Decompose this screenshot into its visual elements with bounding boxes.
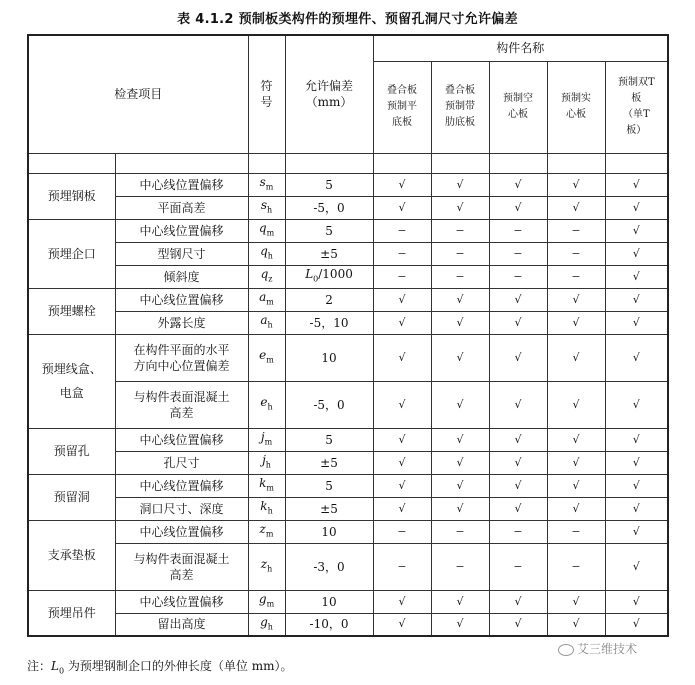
check-mark-cell: √ bbox=[547, 613, 605, 636]
tolerance-cell bbox=[285, 265, 373, 288]
spacer-cell bbox=[547, 153, 605, 173]
group-name-line: 预留孔 bbox=[53, 444, 90, 458]
tolerance-cell: 10 bbox=[285, 520, 373, 543]
symbol-letter: g bbox=[258, 591, 267, 606]
tolerance-table bbox=[27, 34, 669, 637]
symbol-subscript: h bbox=[267, 205, 273, 215]
check-mark-cell: √ bbox=[605, 265, 668, 288]
check-item-cell bbox=[115, 311, 248, 334]
note-var-subscript: 0 bbox=[58, 666, 65, 676]
symbol-cell bbox=[248, 334, 285, 381]
check-item-cell bbox=[115, 288, 248, 311]
symbol-letter: s bbox=[259, 174, 266, 189]
dash-cell: − bbox=[547, 543, 605, 590]
symbol-subscript: h bbox=[267, 621, 273, 631]
check-mark-cell: √ bbox=[373, 474, 431, 497]
header-component-col bbox=[373, 61, 431, 153]
spacer-cell bbox=[115, 153, 248, 173]
table-caption: 表 4.1.2 预制板类构件的预埋件、预留孔洞尺寸允许偏差 bbox=[177, 12, 518, 27]
table-row bbox=[28, 520, 668, 543]
spacer-cell bbox=[431, 153, 489, 173]
check-mark-cell: √ bbox=[373, 311, 431, 334]
symbol-letter: e bbox=[260, 394, 268, 409]
check-mark-cell: √ bbox=[547, 288, 605, 311]
symbol-letter: s bbox=[260, 197, 268, 212]
symbol-subscript: m bbox=[264, 437, 273, 447]
dash-cell: − bbox=[547, 242, 605, 265]
table-row bbox=[28, 474, 668, 497]
tolerance-cell: ±5 bbox=[285, 242, 373, 265]
tolerance-cell: 5 bbox=[285, 428, 373, 451]
check-mark-cell: √ bbox=[489, 613, 547, 636]
header-component-col-line: 叠合板 bbox=[387, 85, 418, 96]
header-component-col-line: 预制带 bbox=[445, 101, 476, 112]
symbol-letter: g bbox=[260, 614, 268, 629]
symbol-cell bbox=[248, 590, 285, 613]
check-mark-cell: √ bbox=[431, 334, 489, 381]
check-item-line: 中心线位置偏移 bbox=[139, 223, 224, 238]
symbol-cell bbox=[248, 219, 285, 242]
header-tolerance-line2: （mm） bbox=[305, 95, 353, 110]
watermark-text: 艾三维技术 bbox=[577, 642, 638, 656]
check-item-cell bbox=[115, 474, 248, 497]
check-item-line: 中心线位置偏移 bbox=[139, 478, 224, 493]
check-mark-cell: √ bbox=[373, 590, 431, 613]
tolerance-cell: -10，0 bbox=[285, 613, 373, 636]
group-name-cell bbox=[28, 474, 115, 520]
symbol-cell bbox=[248, 520, 285, 543]
check-item-cell bbox=[115, 265, 248, 288]
tolerance-cell: -5，0 bbox=[285, 196, 373, 219]
table-row bbox=[28, 497, 668, 520]
symbol-cell bbox=[248, 242, 285, 265]
table-row bbox=[28, 242, 668, 265]
check-item-line: 型钢尺寸 bbox=[157, 246, 206, 261]
check-mark-cell: √ bbox=[547, 428, 605, 451]
check-item-line: 中心线位置偏移 bbox=[139, 524, 224, 539]
dash-cell: − bbox=[431, 242, 489, 265]
check-item-cell bbox=[115, 242, 248, 265]
group-name-line: 预埋螺栓 bbox=[47, 304, 96, 318]
group-name-cell bbox=[28, 334, 115, 428]
check-mark-cell: √ bbox=[489, 428, 547, 451]
check-mark-cell: √ bbox=[605, 520, 668, 543]
table-row bbox=[28, 451, 668, 474]
dash-cell: − bbox=[431, 520, 489, 543]
check-item-line: 与构件表面混凝土 bbox=[133, 389, 230, 404]
check-mark-cell: √ bbox=[489, 451, 547, 474]
spacer-cell bbox=[28, 153, 115, 173]
header-symbol-char: 符 bbox=[260, 79, 273, 94]
check-mark-cell: √ bbox=[431, 311, 489, 334]
symbol-cell bbox=[248, 543, 285, 590]
group-name-cell bbox=[28, 590, 115, 636]
symbol-letter: j bbox=[262, 452, 266, 467]
check-mark-cell: √ bbox=[431, 173, 489, 196]
check-mark-cell: √ bbox=[605, 474, 668, 497]
header-component-col-line: 肋底板 bbox=[445, 117, 476, 128]
symbol-cell bbox=[248, 381, 285, 428]
check-item-cell bbox=[115, 543, 248, 590]
check-mark-cell: √ bbox=[605, 381, 668, 428]
symbol-subscript: h bbox=[267, 564, 273, 574]
symbol-subscript: h bbox=[267, 506, 273, 516]
symbol-letter: k bbox=[260, 498, 268, 513]
check-mark-cell: √ bbox=[373, 334, 431, 381]
check-mark-cell: √ bbox=[373, 173, 431, 196]
symbol-cell bbox=[248, 497, 285, 520]
check-mark-cell: √ bbox=[605, 451, 668, 474]
check-mark-cell: √ bbox=[605, 543, 668, 590]
tolerance-rest: /1000 bbox=[318, 266, 353, 281]
table-row bbox=[28, 265, 668, 288]
check-mark-cell: √ bbox=[431, 196, 489, 219]
symbol-subscript: h bbox=[267, 320, 273, 330]
symbol-letter: q bbox=[258, 220, 267, 235]
note-rest: 为预埋钢制企口的外伸长度（单位 mm）。 bbox=[64, 659, 293, 673]
symbol-letter: a bbox=[260, 312, 268, 327]
check-mark-cell: √ bbox=[547, 497, 605, 520]
dash-cell: − bbox=[489, 265, 547, 288]
check-mark-cell: √ bbox=[373, 451, 431, 474]
header-component-col bbox=[605, 61, 668, 153]
check-mark-cell: √ bbox=[547, 311, 605, 334]
header-component-col-line: 预制空 bbox=[503, 93, 534, 104]
dash-cell: − bbox=[431, 219, 489, 242]
symbol-cell bbox=[248, 311, 285, 334]
group-name-line: 预埋钢板 bbox=[47, 189, 96, 203]
check-mark-cell: √ bbox=[489, 288, 547, 311]
check-mark-cell: √ bbox=[605, 219, 668, 242]
header-symbol-char: 号 bbox=[260, 95, 273, 110]
check-mark-cell: √ bbox=[605, 196, 668, 219]
dash-cell: − bbox=[373, 520, 431, 543]
symbol-subscript: h bbox=[267, 402, 273, 412]
check-item-cell bbox=[115, 613, 248, 636]
tolerance-cell: 2 bbox=[285, 288, 373, 311]
symbol-cell bbox=[248, 265, 285, 288]
symbol-subscript: h bbox=[267, 251, 273, 261]
table-row bbox=[28, 173, 668, 196]
symbol-subscript: h bbox=[265, 460, 271, 470]
group-name-line: 预埋吊件 bbox=[47, 605, 96, 620]
check-mark-cell: √ bbox=[605, 497, 668, 520]
header-component-col-line: 底板 bbox=[392, 117, 413, 128]
table-row bbox=[28, 311, 668, 334]
table-row bbox=[28, 288, 668, 311]
tolerance-cell: 5 bbox=[285, 219, 373, 242]
check-item-cell bbox=[115, 520, 248, 543]
tolerance-cell: 5 bbox=[285, 474, 373, 497]
check-mark-cell: √ bbox=[431, 451, 489, 474]
check-mark-cell: √ bbox=[547, 590, 605, 613]
check-mark-cell: √ bbox=[489, 173, 547, 196]
check-mark-cell: √ bbox=[547, 381, 605, 428]
symbol-subscript: z bbox=[268, 274, 273, 284]
check-mark-cell: √ bbox=[605, 428, 668, 451]
check-mark-cell: √ bbox=[489, 590, 547, 613]
group-name-line: 预埋线盒、 bbox=[41, 362, 102, 376]
dash-cell: − bbox=[373, 219, 431, 242]
check-mark-cell: √ bbox=[605, 311, 668, 334]
check-item-cell bbox=[115, 428, 248, 451]
dash-cell: − bbox=[373, 543, 431, 590]
header-component-col-line: 心板 bbox=[508, 109, 529, 120]
watermark bbox=[558, 640, 637, 657]
header-component-col-line: 板 bbox=[631, 93, 642, 104]
check-mark-cell: √ bbox=[431, 613, 489, 636]
symbol-cell bbox=[248, 451, 285, 474]
spacer-cell bbox=[605, 153, 668, 173]
check-mark-cell: √ bbox=[547, 173, 605, 196]
symbol-letter: q bbox=[260, 243, 268, 258]
table-note bbox=[27, 657, 292, 675]
group-name-cell bbox=[28, 173, 115, 219]
check-mark-cell: √ bbox=[431, 428, 489, 451]
check-mark-cell: √ bbox=[373, 196, 431, 219]
symbol-letter: q bbox=[260, 266, 269, 281]
check-mark-cell: √ bbox=[605, 288, 668, 311]
table-row bbox=[28, 219, 668, 242]
check-mark-cell: √ bbox=[489, 381, 547, 428]
check-mark-cell: √ bbox=[431, 474, 489, 497]
dash-cell: − bbox=[489, 520, 547, 543]
check-mark-cell: √ bbox=[373, 381, 431, 428]
check-item-line: 方向中心位置偏差 bbox=[133, 358, 230, 373]
group-name-line: 电盒 bbox=[59, 386, 84, 400]
note-var: L bbox=[51, 659, 59, 673]
check-item-line: 与构件表面混凝土 bbox=[133, 551, 230, 566]
symbol-letter: e bbox=[259, 347, 267, 362]
header-component-col-line: 板） bbox=[626, 125, 647, 136]
symbol-cell bbox=[248, 173, 285, 196]
symbol-cell bbox=[248, 474, 285, 497]
check-mark-cell: √ bbox=[373, 428, 431, 451]
table-row bbox=[28, 196, 668, 219]
header-component-col-line: （单T bbox=[622, 109, 650, 120]
symbol-cell bbox=[248, 288, 285, 311]
spacer-cell bbox=[489, 153, 547, 173]
symbol-subscript: m bbox=[266, 599, 275, 609]
spacer-cell bbox=[373, 153, 431, 173]
note-prefix: 注： bbox=[27, 659, 52, 673]
dash-cell: − bbox=[489, 543, 547, 590]
table-row bbox=[28, 334, 668, 381]
check-item-line: 中心线位置偏移 bbox=[139, 292, 224, 307]
group-name-line: 预埋企口 bbox=[47, 246, 96, 261]
check-item-cell bbox=[115, 497, 248, 520]
header-component-col-line: 预制平 bbox=[387, 101, 418, 112]
check-item-cell bbox=[115, 173, 248, 196]
check-item-line: 高差 bbox=[169, 405, 194, 420]
header-tolerance bbox=[285, 35, 373, 153]
header-component-col bbox=[547, 61, 605, 153]
check-item-line: 倾斜度 bbox=[163, 269, 200, 284]
wechat-icon bbox=[558, 644, 574, 656]
check-mark-cell: √ bbox=[489, 474, 547, 497]
check-mark-cell: √ bbox=[431, 590, 489, 613]
dash-cell: − bbox=[547, 219, 605, 242]
header-component-col-line: 叠合板 bbox=[445, 85, 476, 96]
symbol-subscript: m bbox=[266, 228, 275, 238]
check-item-line: 高差 bbox=[169, 567, 194, 582]
check-mark-cell: √ bbox=[605, 173, 668, 196]
symbol-letter: z bbox=[260, 556, 268, 571]
check-mark-cell: √ bbox=[605, 590, 668, 613]
header-component-name: 构件名称 bbox=[373, 35, 668, 61]
dash-cell: − bbox=[547, 520, 605, 543]
check-mark-cell: √ bbox=[431, 381, 489, 428]
check-item-line: 洞口尺寸、深度 bbox=[139, 501, 224, 516]
symbol-cell bbox=[248, 428, 285, 451]
check-mark-cell: √ bbox=[489, 334, 547, 381]
tolerance-cell: 10 bbox=[285, 590, 373, 613]
check-item-line: 中心线位置偏移 bbox=[139, 594, 224, 609]
symbol-subscript: m bbox=[265, 182, 274, 192]
check-item-line: 中心线位置偏移 bbox=[139, 432, 224, 447]
table-row bbox=[28, 428, 668, 451]
table-row bbox=[28, 381, 668, 428]
group-name-cell bbox=[28, 428, 115, 474]
check-item-line: 中心线位置偏移 bbox=[139, 177, 224, 192]
group-name-cell bbox=[28, 219, 115, 288]
check-item-line: 孔尺寸 bbox=[163, 455, 200, 470]
check-mark-cell: √ bbox=[373, 288, 431, 311]
header-inspection-item: 检查项目 bbox=[28, 35, 248, 153]
dash-cell: − bbox=[373, 242, 431, 265]
group-name-line: 预留洞 bbox=[53, 490, 90, 504]
table-row bbox=[28, 613, 668, 636]
header-component-col bbox=[431, 61, 489, 153]
check-item-line: 外露长度 bbox=[157, 315, 206, 330]
dash-cell: − bbox=[373, 265, 431, 288]
header-component-col-line: 心板 bbox=[566, 109, 587, 120]
check-mark-cell: √ bbox=[547, 451, 605, 474]
check-mark-cell: √ bbox=[489, 196, 547, 219]
dash-cell: − bbox=[489, 219, 547, 242]
check-item-cell bbox=[115, 451, 248, 474]
check-mark-cell: √ bbox=[431, 288, 489, 311]
header-component-col bbox=[489, 61, 547, 153]
symbol-subscript: m bbox=[266, 297, 274, 307]
spacer-cell bbox=[285, 153, 373, 173]
check-mark-cell: √ bbox=[605, 334, 668, 381]
tolerance-cell: -3，0 bbox=[285, 543, 373, 590]
symbol-letter: z bbox=[259, 521, 266, 536]
check-mark-cell: √ bbox=[547, 334, 605, 381]
check-mark-cell: √ bbox=[489, 311, 547, 334]
symbol-subscript: m bbox=[265, 529, 274, 539]
symbol-cell bbox=[248, 196, 285, 219]
check-item-cell bbox=[115, 196, 248, 219]
group-name-line: 支承垫板 bbox=[47, 548, 96, 562]
symbol-cell bbox=[248, 613, 285, 636]
check-mark-cell: √ bbox=[431, 497, 489, 520]
dash-cell: − bbox=[431, 265, 489, 288]
dash-cell: − bbox=[547, 265, 605, 288]
check-item-line: 留出高度 bbox=[157, 617, 206, 632]
tolerance-cell: ±5 bbox=[285, 497, 373, 520]
header-component-col-line: 预制双T bbox=[617, 77, 655, 88]
symbol-letter: j bbox=[260, 429, 265, 444]
dash-cell: − bbox=[431, 543, 489, 590]
tolerance-cell: 5 bbox=[285, 173, 373, 196]
check-item-line: 在构件平面的水平 bbox=[133, 342, 230, 357]
check-mark-cell: √ bbox=[373, 613, 431, 636]
tolerance-cell: ±5 bbox=[285, 451, 373, 474]
check-mark-cell: √ bbox=[547, 474, 605, 497]
symbol-subscript: m bbox=[266, 483, 274, 493]
check-item-cell bbox=[115, 381, 248, 428]
symbol-subscript: m bbox=[266, 355, 274, 365]
tolerance-var-subscript: 0 bbox=[313, 274, 319, 284]
tolerance-var: L bbox=[305, 266, 314, 281]
check-item-cell bbox=[115, 590, 248, 613]
symbol-letter: k bbox=[259, 475, 267, 490]
group-name-cell bbox=[28, 520, 115, 590]
check-item-cell bbox=[115, 334, 248, 381]
check-mark-cell: √ bbox=[373, 497, 431, 520]
spacer-cell bbox=[248, 153, 285, 173]
header-symbol bbox=[248, 35, 285, 153]
dash-cell: − bbox=[489, 242, 547, 265]
check-mark-cell: √ bbox=[547, 196, 605, 219]
tolerance-cell: -5，10 bbox=[285, 311, 373, 334]
check-mark-cell: √ bbox=[489, 497, 547, 520]
header-tolerance-line1: 允许偏差 bbox=[305, 79, 354, 94]
group-name-cell bbox=[28, 288, 115, 334]
tolerance-cell: 10 bbox=[285, 334, 373, 381]
check-mark-cell: √ bbox=[605, 613, 668, 636]
header-component-col-line: 预制实 bbox=[561, 93, 592, 104]
table-row bbox=[28, 590, 668, 613]
check-mark-cell: √ bbox=[605, 242, 668, 265]
table-row bbox=[28, 543, 668, 590]
symbol-letter: a bbox=[259, 289, 267, 304]
check-item-line: 平面高差 bbox=[157, 200, 206, 215]
tolerance-cell: -5，0 bbox=[285, 381, 373, 428]
check-item-cell bbox=[115, 219, 248, 242]
